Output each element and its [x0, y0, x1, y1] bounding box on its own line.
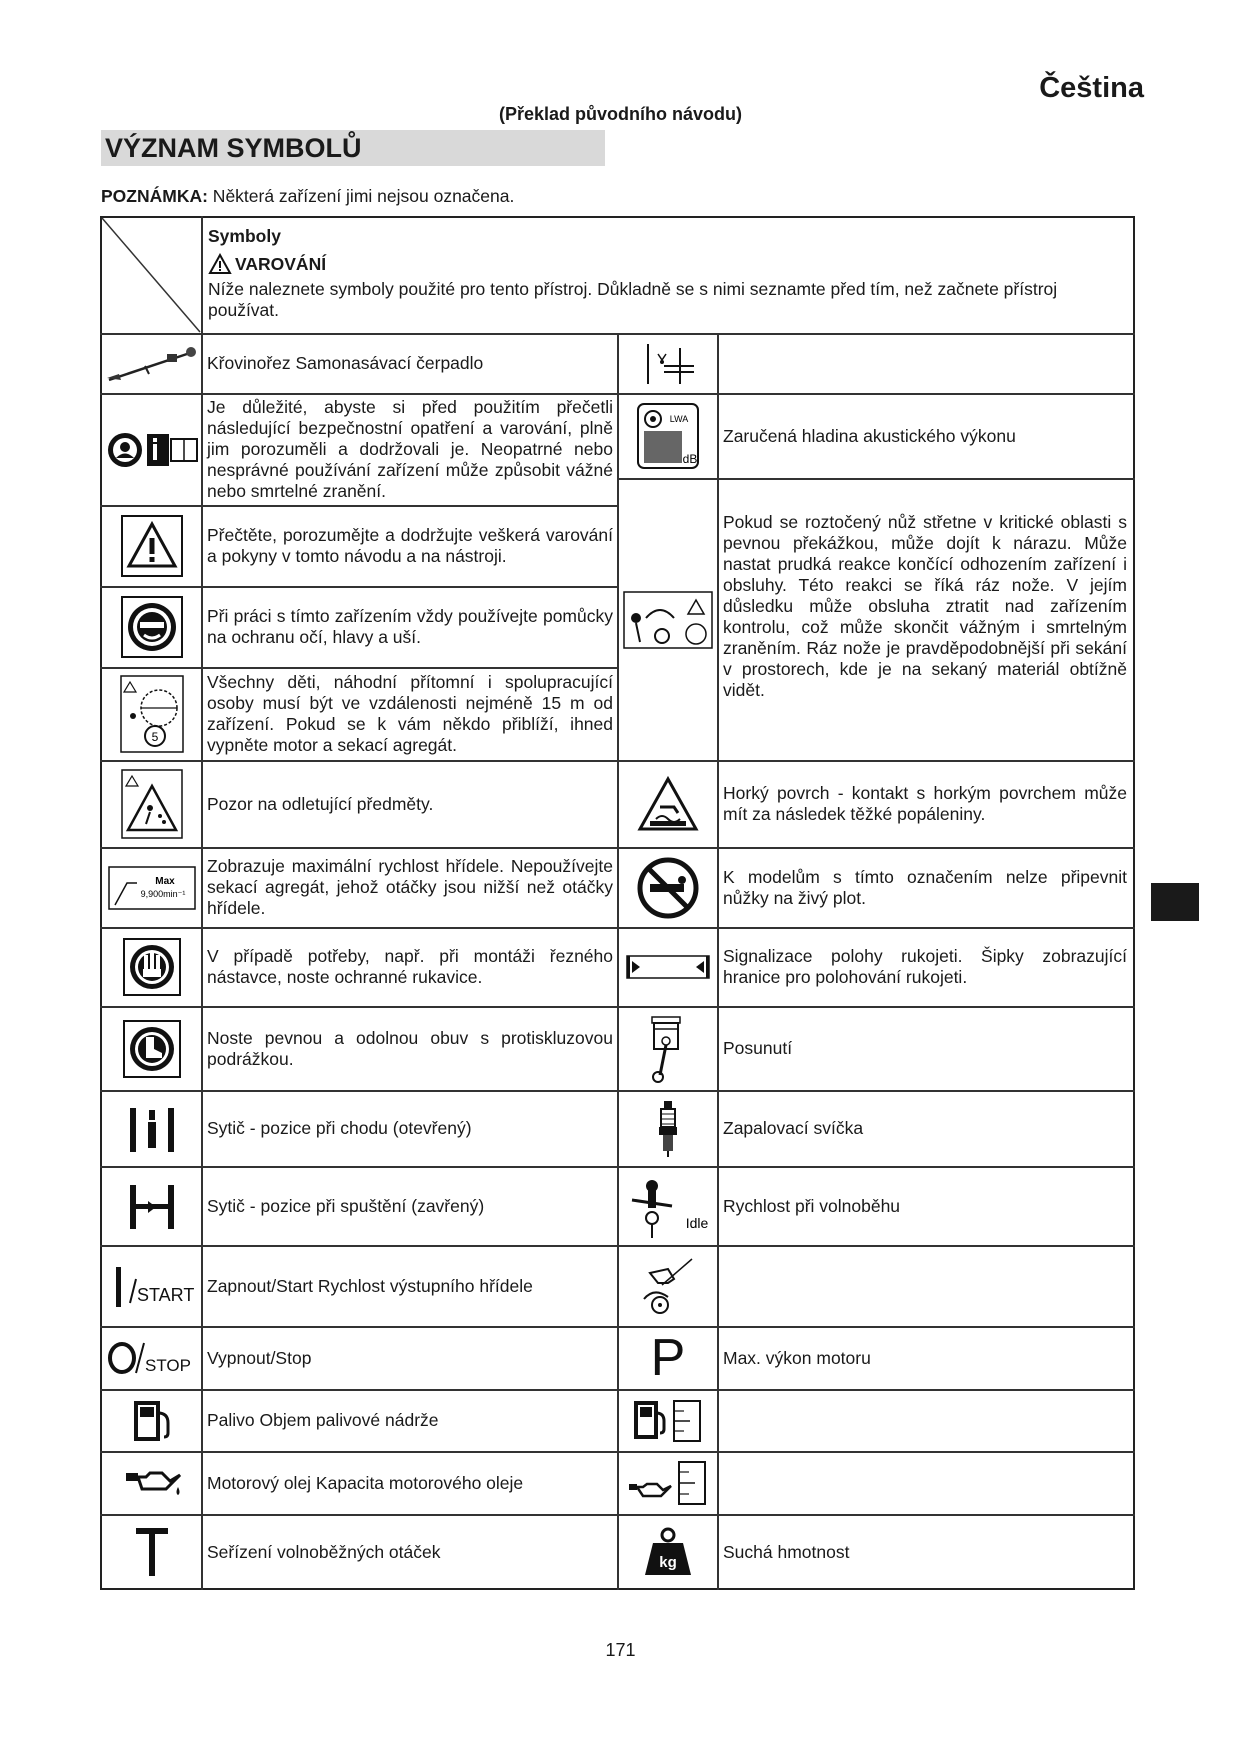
svg-text:dB: dB [682, 452, 698, 466]
warning-label: VAROVÁNÍ [235, 253, 327, 274]
svg-text:LWA: LWA [669, 414, 689, 424]
head-protection-icon [102, 587, 201, 667]
warning-icon [208, 253, 232, 275]
right-row: Zaručená hladina akustického výkonu [723, 425, 1016, 446]
right-row: Max. výkon motoru [723, 1347, 871, 1368]
document-subtitle: (Překlad původního návodu) [498, 104, 742, 124]
start-icon [102, 1246, 201, 1326]
no-hedge-trimmer-icon [619, 848, 717, 927]
left-row: Zobrazuje maximální rychlost hřídele. Nepoužívejte sekací agregát, jehož otáčky jsou nižší než otáčky hřídele. [207, 856, 613, 918]
left-row: Sytič - pozice při spuštění (zavřený) [207, 1195, 485, 1216]
note [101, 186, 514, 207]
svg-text:Idle: Idle [685, 1215, 709, 1231]
left-row: Palivo Objem palivové nádrže [207, 1410, 439, 1430]
left-row: Noste pevnou a odolnou obuv s protiskluzovou podrážkou. [207, 1027, 613, 1069]
note-label: POZNÁMKA: [101, 186, 208, 206]
svg-text:5: 5 [151, 730, 158, 744]
left-row: Motorový olej Kapacita motorového oleje [207, 1472, 524, 1493]
right-row: Rychlost při volnoběhu [723, 1195, 901, 1216]
left-row: Seřízení volnoběžných otáček [207, 1541, 441, 1562]
gloves-icon [102, 928, 201, 1006]
flying-objects-icon [102, 761, 201, 847]
left-row: Vypnout/Stop [207, 1347, 312, 1368]
svg-text:START: START [136, 1285, 194, 1305]
brushcutter-icon [102, 334, 201, 393]
engine-oil-icon [102, 1452, 201, 1514]
choke-closed-icon [102, 1167, 201, 1245]
spark-plug-icon [619, 1091, 717, 1166]
left-row: Zapnout/Start Rychlost výstupního hřídele [207, 1275, 533, 1296]
section-title: VÝZNAM SYMBOLŮ [101, 130, 605, 166]
fuel-icon [102, 1390, 201, 1451]
hot-surface-icon [619, 761, 717, 847]
stop-icon [102, 1327, 201, 1389]
primer-pump-icon [619, 334, 717, 393]
language-label: Čeština [1039, 72, 1144, 104]
warning-triangle-icon [102, 506, 201, 586]
right-row: Signalizace polohy rukojeti. Šipky zobrazující hranice pro polohování rukojeti. [723, 946, 1127, 987]
read-manual-icon [102, 394, 201, 505]
intro-text: Níže naleznete symboly použité pro tento přístroj. Důkladně se s nimi seznamte před tím, než začnete přístroj používat. [208, 279, 1058, 320]
left-row: Sytič - pozice při chodu (otevřený) [207, 1118, 472, 1138]
sound-power-icon [619, 394, 717, 478]
note-text: Některá zařízení jimi nejsou označena. [207, 186, 515, 206]
boots-icon [102, 1007, 201, 1090]
max-power-icon: P [650, 1329, 686, 1387]
right-row: K modelům s tímto označením nelze připevnit nůžky na živý plot. [723, 866, 1127, 908]
fuel-gauge-icon [619, 1390, 717, 1451]
idle-speed-icon [619, 1167, 717, 1245]
left-row: V případě potřeby, např. při montáži řezného nástavce, noste ochranné rukavice. [207, 946, 613, 987]
table-header [208, 224, 1128, 321]
handle-position-icon [619, 928, 717, 1006]
symbols-label: Symboly [208, 226, 281, 246]
left-row: Všechny děti, náhodní přítomní i spolupracující osoby musí být ve vzdálenosti nejméně 15 m od zařízení. Pokud se k vám někdo přiblíží, ihned vypněte motor a sekací agregát. [207, 672, 613, 755]
right-row: Pokud se roztočený nůž střetne v kritické oblasti s pevnou překážkou, může dojít k nárazu. Může nastat prudká reakce končící odhozením zařízení i obsluhy. Této reakci se říká ráz nože. V jejím důsledku může obsluha ztratit nad zařízením kontrolu, což může skončit vážným i smrtelným zraněním. Ráz nože je pravděpodobnější při sekání v prostorech, kde je na sekaný materiál obtížně vidět. [723, 512, 1127, 700]
left-row: Při práci s tímto zařízením vždy používejte pomůcky na ochranu očí, hlavy a uší. [207, 606, 613, 647]
blade-thrust-icon [619, 479, 717, 760]
svg-text:Max: Max [154, 875, 175, 887]
svg-text:kg: kg [659, 1554, 677, 1571]
left-row: Pozor na odletující předměty. [207, 793, 434, 814]
weight-icon [619, 1515, 717, 1589]
oil-gauge-icon [619, 1452, 717, 1514]
right-row: Zapalovací svíčka [723, 1118, 864, 1138]
max-speed-icon [102, 848, 201, 927]
cutting-attachment-icon [619, 1246, 717, 1326]
displacement-icon [619, 1007, 717, 1090]
left-row: Přečtěte, porozumějte a dodržujte veškerá varování a pokyny v tomto návodu a na nástroji. [207, 525, 613, 566]
left-row: Křovinořez Samonasávací čerpadlo [207, 353, 484, 373]
section-tab-marker [1151, 883, 1199, 921]
choke-open-icon [102, 1091, 201, 1166]
page-number: 171 [605, 1640, 636, 1660]
right-row: Horký povrch - kontakt s horkým povrchem může mít za následek těžké popáleniny. [723, 783, 1127, 824]
idle-adjust-icon [102, 1515, 201, 1589]
svg-text:9,900min⁻¹: 9,900min⁻¹ [140, 888, 185, 899]
left-row: Je důležité, abyste si před použitím přečetli následující bezpečnostní opatření a varování, plně jim porozuměli a dodržovali je. Neopatrné nebo nesprávné používání zařízení může způsobit vážné nebo smrtelné zranění. [207, 397, 613, 501]
right-row: Suchá hmotnost [723, 1541, 850, 1562]
right-row: Posunutí [723, 1038, 793, 1058]
svg-text:STOP: STOP [144, 1356, 191, 1375]
keep-distance-icon [102, 668, 201, 760]
diagonal-slash [100, 216, 202, 334]
